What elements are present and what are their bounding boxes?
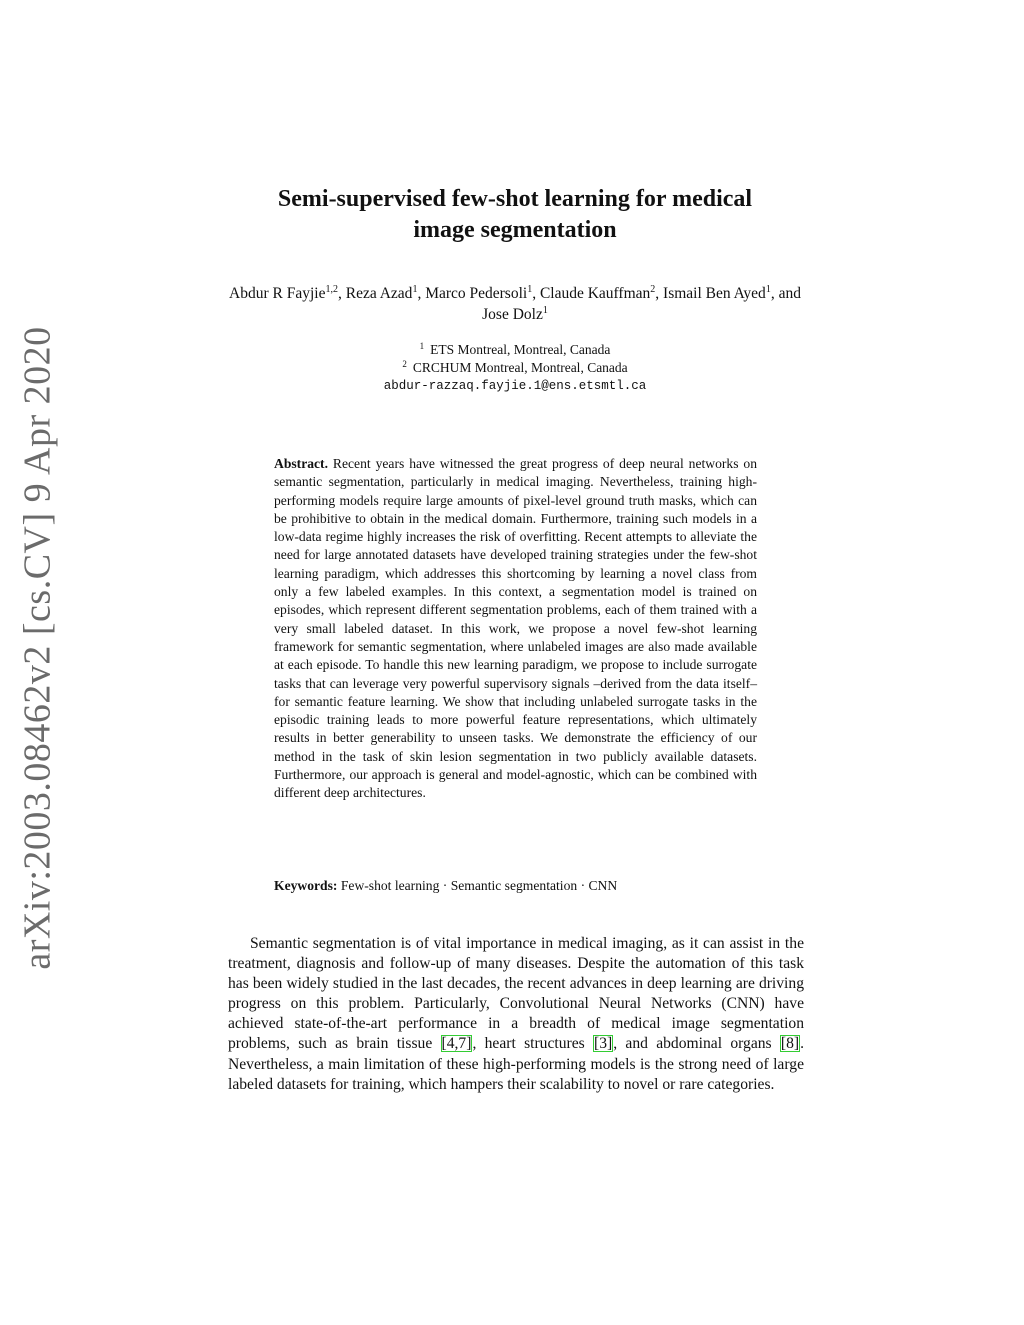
author-affil-sup: 1,2 — [325, 283, 338, 295]
affiliation — [228, 341, 802, 359]
affiliation — [228, 359, 802, 377]
author: Marco Pedersoli — [425, 285, 528, 302]
citation-link[interactable]: [4,7] — [441, 1035, 472, 1053]
author: Claude Kauffman — [539, 285, 651, 302]
author-list: Abdur R Fayjie$^{1,2}$, Reza Azad$^1$, Marco Pedersoli$^1$, Claude Kauffman$^2$, Ismail Ben Ayed$^1$, and Jose Dolz$^1$ — [229, 283, 801, 323]
title-line-1: Semi-supervised few-shot learning for medical — [277, 186, 753, 212]
affiliation-sup: 1 — [419, 340, 425, 351]
keywords-text: Few-shot learning · Semantic segmentation · CNN — [340, 878, 618, 893]
citation-link[interactable]: [3] — [594, 1035, 613, 1053]
author-affil-sup: 1 — [765, 283, 771, 295]
title-line-2: image segmentation — [413, 217, 617, 243]
author: Abdur R Fayjie — [229, 285, 326, 302]
intro-text: Semantic segmentation is of vital importance in medical imaging, as it can assist in the treatment, diagnosis and follow-up of many diseases. Despite the automation of this task has been widely studied in the last decades, the recent advances in deep learning are driving progress on this problem. Particularly, Convolutional Neural Networks (CNN) have achieved state-of-the-art performance in a breadth of medical image segmentation problems, such as brain tissue — [228, 935, 804, 1053]
author: Reza Azad — [345, 285, 413, 302]
affiliation-sup: 2 — [402, 358, 407, 369]
author-affil-sup: 1 — [412, 283, 418, 295]
author: Ismail Ben Ayed — [663, 285, 766, 302]
author-affil-sup: 1 — [542, 304, 548, 316]
keywords-label: Keywords: — [274, 878, 338, 893]
author-email[interactable]: abdur-razzaq.fayjie.1@ens.etsmtl.ca — [383, 379, 647, 393]
author-affil-sup: 1 — [527, 283, 533, 295]
arxiv-id[interactable]: arXiv:2003.08462v2 [cs.CV] 9 Apr 2020 — [17, 325, 59, 970]
citation-link[interactable]: [8] — [780, 1035, 800, 1053]
intro-text: , and abdominal organs — [613, 1035, 780, 1053]
intro-text: , heart structures — [472, 1035, 594, 1053]
paper-title — [228, 184, 802, 246]
arxiv-stamp — [8, 325, 68, 970]
affiliation-text: ETS Montreal, Montreal, Canada — [430, 342, 611, 357]
abstract — [274, 455, 757, 803]
author-affil-sup: 2 — [650, 283, 656, 295]
intro-text: . Nevertheless, a main limitation of these high-performing models is the strong need of large labeled datasets for training, which hampers their scalability to novel or rare categories. — [228, 1035, 805, 1093]
abstract-label: Abstract. — [274, 456, 328, 471]
author: Jose Dolz — [482, 306, 543, 323]
affiliations — [228, 341, 802, 395]
keywords — [274, 877, 757, 895]
abstract-text: Recent years have witnessed the great progress of deep neural networks on semantic segmentation, particularly in medical imaging. Nevertheless, training high-performing models require large amounts of pixel-level ground truth masks, which can be prohibitive to obtain in the medical domain. Furthermore, training such models in a low-data regime highly increases the risk of overfitting. Recent attempts to alleviate the need for large annotated datasets have developed training strategies under the few-shot learning paradigm, which addresses this shortcoming by learning a novel class from only a few labeled examples. In this context, a segmentation model is trained on episodes, which represent different segmentation problems, each of them trained with a very small labeled dataset. In this work, we propose a novel few-shot learning framework for semantic segmentation, where unlabeled images are also made available at each episode. To handle this new learning paradigm, we propose to include surrogate tasks that can leverage very powerful supervisory signals –derived from the data itself– for semantic feature learning. We show that including unlabeled surrogate tasks in the episodic training leads to more powerful feature representations, which ultimately results in better generability to unseen tasks. We demonstrate the efficiency of our method in the task of skin lesion segmentation in two publicly available datasets. Furthermore, our approach is general and model-agnostic, which can be combined with different deep architectures. — [274, 456, 757, 801]
affiliation-text: CRCHUM Montreal, Montreal, Canada — [412, 360, 628, 375]
intro-paragraph — [228, 934, 804, 1095]
